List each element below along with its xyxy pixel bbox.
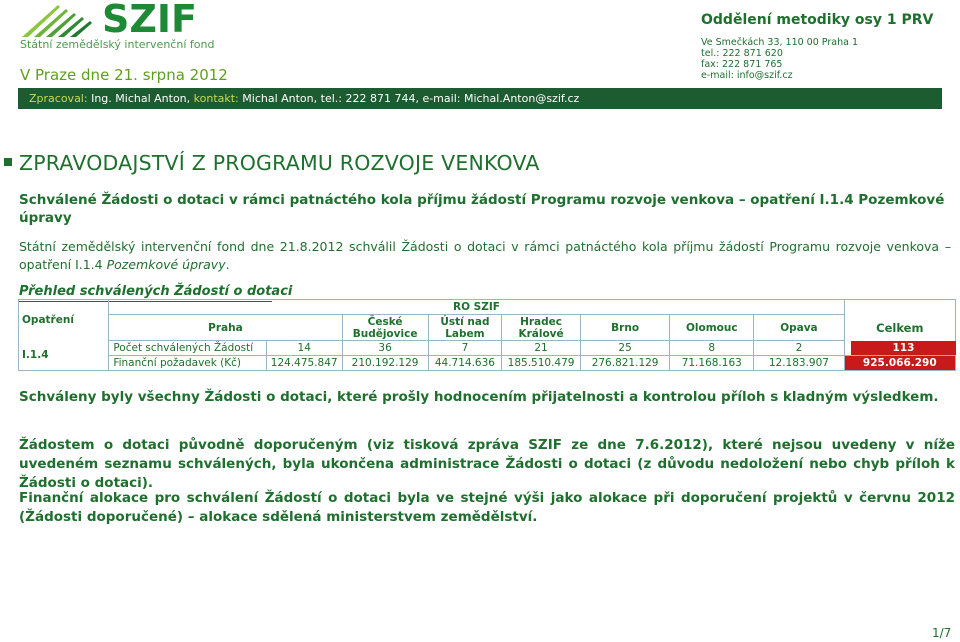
table-cell: 276.821.129 xyxy=(580,356,669,371)
approved-applications-table xyxy=(18,299,956,371)
zpracoval-value: Ing. Michal Anton, xyxy=(91,92,191,105)
bullet-icon xyxy=(4,158,12,166)
phone-line: tel.: 222 871 620 xyxy=(701,48,783,59)
total-amount: 925.066.290 xyxy=(844,356,955,371)
table-cell: 44.714.636 xyxy=(428,356,502,371)
department-title: Oddělení metodiky osy 1 PRV xyxy=(701,12,934,28)
intro-end: . xyxy=(225,257,230,272)
logo-wordmark: SZIF xyxy=(102,0,198,41)
region-praha: Praha xyxy=(109,315,342,341)
ro-szif-header: RO SZIF xyxy=(109,300,844,315)
row-label: Finanční požadavek (Kč) xyxy=(109,356,267,371)
region-usti-nad-labem: Ústí nad Labem xyxy=(428,315,502,341)
body-paragraph-3: Finanční alokace pro schválení Žádostí o dotaci byla ve stejné výši jako alokace při doporučení projektů v červnu 2012 (Žádosti doporučené) – alokace sdělená ministerstvem zemědělství. xyxy=(19,490,955,525)
table-cell: 12.183.907 xyxy=(754,356,844,371)
celkem-header: Celkem xyxy=(844,300,955,356)
logo-subtitle: Státní zemědělský intervenční fond xyxy=(20,38,215,51)
opatreni-code: I.1.4 xyxy=(19,341,109,371)
page-number: 1/7 xyxy=(932,626,952,640)
overview-title: Přehled schválených Žádostí o dotaci xyxy=(19,284,293,299)
headline: Schválené Žádosti o dotaci v rámci patnáctého kola příjmu žádostí Programu rozvoje venkova – opatření I.1.4 Pozemkové úpravy xyxy=(19,192,945,226)
kontakt-label: kontakt: xyxy=(193,92,239,105)
region-opava: Opava xyxy=(754,315,844,341)
address-line: Ve Smečkách 33, 110 00 Praha 1 xyxy=(701,37,858,48)
body-paragraph-1: Schváleny byly všechny Žádosti o dotaci, které prošly hodnocením přijatelnosti a kontrolou příloh s kladným výsledkem. xyxy=(19,389,939,405)
email-line[interactable]: e-mail: info@szif.cz xyxy=(701,70,793,81)
zpracoval-label: Zpracoval: xyxy=(29,92,88,105)
row-label: Počet schválených Žádostí xyxy=(109,341,267,356)
body-paragraph-2: Žádostem o dotaci původně doporučeným (viz tisková zpráva SZIF ze dne 7.6.2012), které nejsou uvedeny v níže uvedeném seznamu schválených, byla ukončena administrace Žádosti o dotaci (z důvodu nedoložení nebo chyb příloh k Žádosti o dotaci). xyxy=(19,437,955,491)
table-cell: 36 xyxy=(342,341,428,356)
document-date: V Praze dne 21. srpna 2012 xyxy=(20,66,228,84)
table-cell: 210.192.129 xyxy=(342,356,428,371)
fax-line: fax: 222 871 765 xyxy=(701,59,783,70)
region-olomouc: Olomouc xyxy=(670,315,754,341)
table-cell: 71.168.163 xyxy=(670,356,754,371)
table-cell: 25 xyxy=(580,341,669,356)
table-cell: 21 xyxy=(502,341,581,356)
intro-paragraph xyxy=(19,238,951,274)
total-count: 113 xyxy=(851,341,956,355)
table-cell: 14 xyxy=(266,341,342,356)
region-hradec-kralove: Hradec Králové xyxy=(502,315,581,341)
table-cell: 185.510.479 xyxy=(502,356,581,371)
region-brno: Brno xyxy=(580,315,669,341)
table-cell: 124.475.847 xyxy=(266,356,342,371)
table-cell: 8 xyxy=(670,341,754,356)
intro-main: Státní zemědělský intervenční fond dne 21.8.2012 schválil Žádosti o dotaci v rámci patnáctého kola příjmu žádostí Programu rozvoje venkova – opatření I.1.4 xyxy=(19,239,951,272)
kontakt-value: Michal Anton, tel.: 222 871 744, e-mail: Michal.Anton@szif.cz xyxy=(242,92,580,105)
contact-bar-text xyxy=(29,92,579,105)
opatreni-header: Opatření xyxy=(19,300,109,341)
table-cell: 2 xyxy=(754,341,844,356)
szif-logo-icon xyxy=(20,3,98,37)
table-cell: 7 xyxy=(428,341,502,356)
region-ceske-budejovice: České Budějovice xyxy=(342,315,428,341)
section-title: ZPRAVODAJSTVÍ Z PROGRAMU ROZVOJE VENKOVA xyxy=(19,151,540,175)
intro-italic: Pozemkové úpravy xyxy=(106,257,226,272)
